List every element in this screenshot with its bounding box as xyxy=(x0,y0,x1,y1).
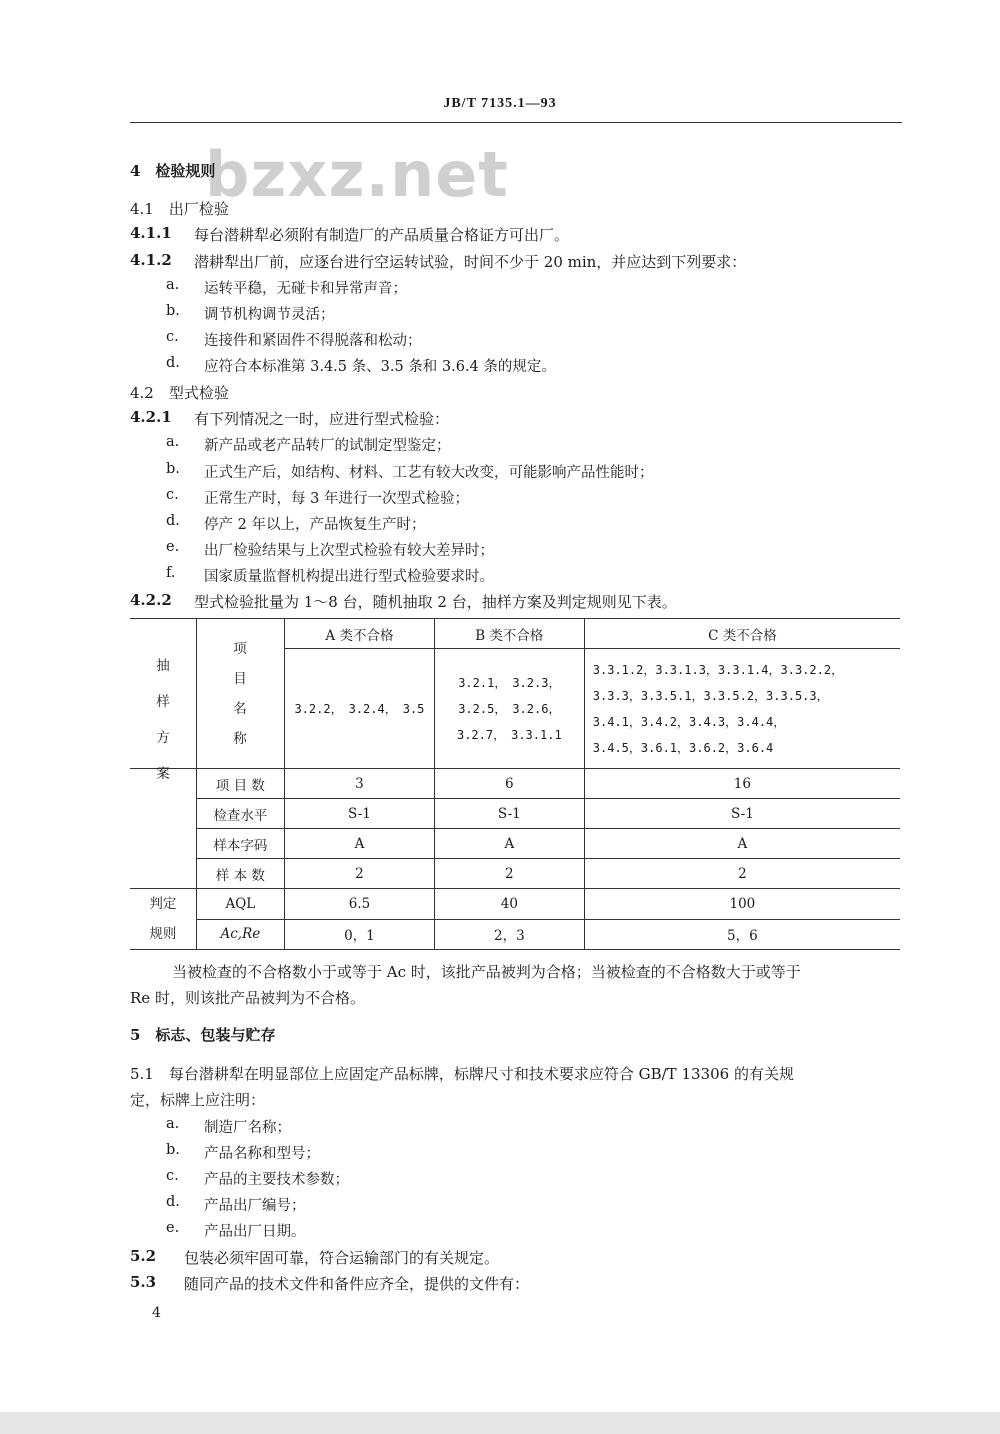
list-item-label: d. xyxy=(166,355,180,371)
clause-text: 5.1 每台潜耕犁在明显部位上应固定产品标牌，标牌尺寸和技术要求应符合 GB/T 13306 的有关规 xyxy=(130,1065,794,1083)
row-label: 项 目 数 xyxy=(196,769,284,799)
clause-number: 4.1.1 xyxy=(130,224,172,242)
table-cell: 0，1 xyxy=(285,919,435,950)
list-item-text: 连接件和紧固件不得脱落和松动； xyxy=(204,333,422,349)
table-cell: S-1 xyxy=(584,799,900,829)
watermark: bzxz.net xyxy=(205,138,509,211)
list-item-text: 出厂检验结果与上次型式检验有较大差异时； xyxy=(204,543,494,559)
table-cell: 16 xyxy=(584,769,900,799)
table-cell: 2 xyxy=(434,859,584,889)
row-label: Ac,Re xyxy=(196,919,284,950)
clause-number: 4.2.2 xyxy=(130,591,172,609)
table-cell: 6.5 xyxy=(285,889,435,920)
table-cell: A xyxy=(584,829,900,859)
clause-text: 随同产品的技术文件和备件应齐全，提供的文件有： xyxy=(184,1275,530,1293)
b-items-cell: 3.2.1， 3.2.3， 3.2.5， 3.2.6， 3.2.7， 3.3.1.1 xyxy=(434,649,584,769)
table-cell: S-1 xyxy=(434,799,584,829)
header-rule xyxy=(130,122,902,123)
list-item-label: a. xyxy=(166,434,180,450)
clause-text: 型式检验批量为 1～8 台，随机抽取 2 台，抽样方案及判定规则见下表。 xyxy=(194,593,677,611)
list-item-text: 国家质量监督机构提出进行型式检验要求时。 xyxy=(204,569,494,585)
clause-number: 4.2.1 xyxy=(130,408,172,426)
list-item-text: 运转平稳，无碰卡和异常声音； xyxy=(204,281,407,297)
section-4-heading: 4 检验规则 xyxy=(130,162,216,180)
list-item-label: e. xyxy=(166,539,180,555)
group-divider xyxy=(196,618,197,890)
table-cell: 2 xyxy=(285,859,435,889)
table-cell: A xyxy=(434,829,584,859)
list-item-text: 产品出厂编号； xyxy=(204,1198,306,1214)
clause-text: 每台潜耕犁必须附有制造厂的产品质量合格证方可出厂。 xyxy=(194,226,570,244)
group-label-judgement: 判定 规则 xyxy=(130,889,196,950)
row-label: AQL xyxy=(196,889,284,920)
list-item-text: 停产 2 年以上，产品恢复生产时； xyxy=(204,517,426,533)
section-5-heading: 5 标志、包装与贮存 xyxy=(130,1026,276,1044)
list-item-text: 应符合本标准第 3.4.5 条、3.5 条和 3.6.4 条的规定。 xyxy=(204,359,556,375)
list-item-label: b. xyxy=(166,303,180,319)
row-label: 样本字码 xyxy=(196,829,284,859)
list-item-text: 正常生产时，每 3 年进行一次型式检验； xyxy=(204,491,469,507)
list-item-text: 产品出厂日期。 xyxy=(204,1224,306,1240)
list-item-text: 制造厂名称； xyxy=(204,1120,291,1136)
list-item-label: b. xyxy=(166,461,180,477)
clause-text: 有下列情况之一时，应进行型式检验： xyxy=(194,410,450,428)
clause-number: 5.3 xyxy=(130,1273,157,1291)
row-label: 检查水平 xyxy=(196,799,284,829)
clause-number: 5.2 xyxy=(130,1247,157,1265)
table-cell: 2 xyxy=(584,859,900,889)
col-header-c: C 类不合格 xyxy=(584,619,900,649)
col-header-a: A 类不合格 xyxy=(285,619,435,649)
clause-number: 4.1.2 xyxy=(130,251,172,269)
list-item-text: 新产品或老产品转厂的试制定型鉴定； xyxy=(204,438,451,454)
list-item-text: 调节机构调节灵活； xyxy=(204,307,335,323)
list-item-label: c. xyxy=(166,1168,179,1184)
list-item-label: c. xyxy=(166,329,179,345)
table-cell: 6 xyxy=(434,769,584,799)
table-cell: 2，3 xyxy=(434,919,584,950)
list-item-text: 产品名称和型号； xyxy=(204,1146,320,1162)
table-cell: A xyxy=(285,829,435,859)
a-items-cell: 3.2.2， 3.2.4， 3.5 xyxy=(285,649,435,769)
list-item-label: d. xyxy=(166,1194,180,1210)
clause-text: 潜耕犁出厂前，应逐台进行空运转试验，时间不少于 20 min，并应达到下列要求： xyxy=(194,253,747,271)
clause-text: 包装必须牢固可靠，符合运输部门的有关规定。 xyxy=(184,1249,500,1267)
document-header: JB/T 7135.1—93 xyxy=(443,96,557,111)
table-cell: 3 xyxy=(285,769,435,799)
list-item-label: a. xyxy=(166,1116,180,1132)
page-number: 4 xyxy=(152,1305,161,1321)
table-cell: 5，6 xyxy=(584,919,900,950)
list-item-text: 正式生产后，如结构、材料、工艺有较大改变，可能影响产品性能时； xyxy=(204,465,654,481)
col-header-b: B 类不合格 xyxy=(434,619,584,649)
section-4-2-heading: 4.2 型式检验 xyxy=(130,384,229,402)
list-item-label: e. xyxy=(166,1220,180,1236)
table-cell: S-1 xyxy=(285,799,435,829)
list-item-label: a. xyxy=(166,277,180,293)
list-item-label: b. xyxy=(166,1142,180,1158)
list-item-label: d. xyxy=(166,513,180,529)
row-label: 样 本 数 xyxy=(196,859,284,889)
item-name-label: 项 目 名 称 xyxy=(233,640,247,747)
list-item-label: c. xyxy=(166,487,179,503)
table-note: 当被检查的不合格数小于或等于 Ac 时，该批产品被判为合格；当被检查的不合格数大于或等于 xyxy=(172,963,801,981)
table-cell: 100 xyxy=(584,889,900,920)
clause-text: 定，标牌上应注明： xyxy=(130,1091,266,1109)
table-note: Re 时，则该批产品被判为不合格。 xyxy=(130,989,365,1007)
sampling-table xyxy=(130,618,900,950)
list-item-text: 产品的主要技术参数； xyxy=(204,1172,349,1188)
group-label-sampling-plan: 抽 样 方 案 xyxy=(156,658,170,782)
section-4-1-heading: 4.1 出厂检验 xyxy=(130,200,229,218)
viewer-bottom-bar xyxy=(0,1412,1000,1434)
c-items-cell: 3.3.1.2，3.3.1.3，3.3.1.4，3.3.2.2， 3.3.3，3.3.5.1，3.3.5.2，3.3.5.3， 3.4.1，3.4.2，3.4.3，3.4.4， 3.4.5，3.6.1，3.6.2，3.6.4 xyxy=(584,649,900,769)
list-item-label: f. xyxy=(166,565,176,581)
table-cell: 40 xyxy=(434,889,584,920)
